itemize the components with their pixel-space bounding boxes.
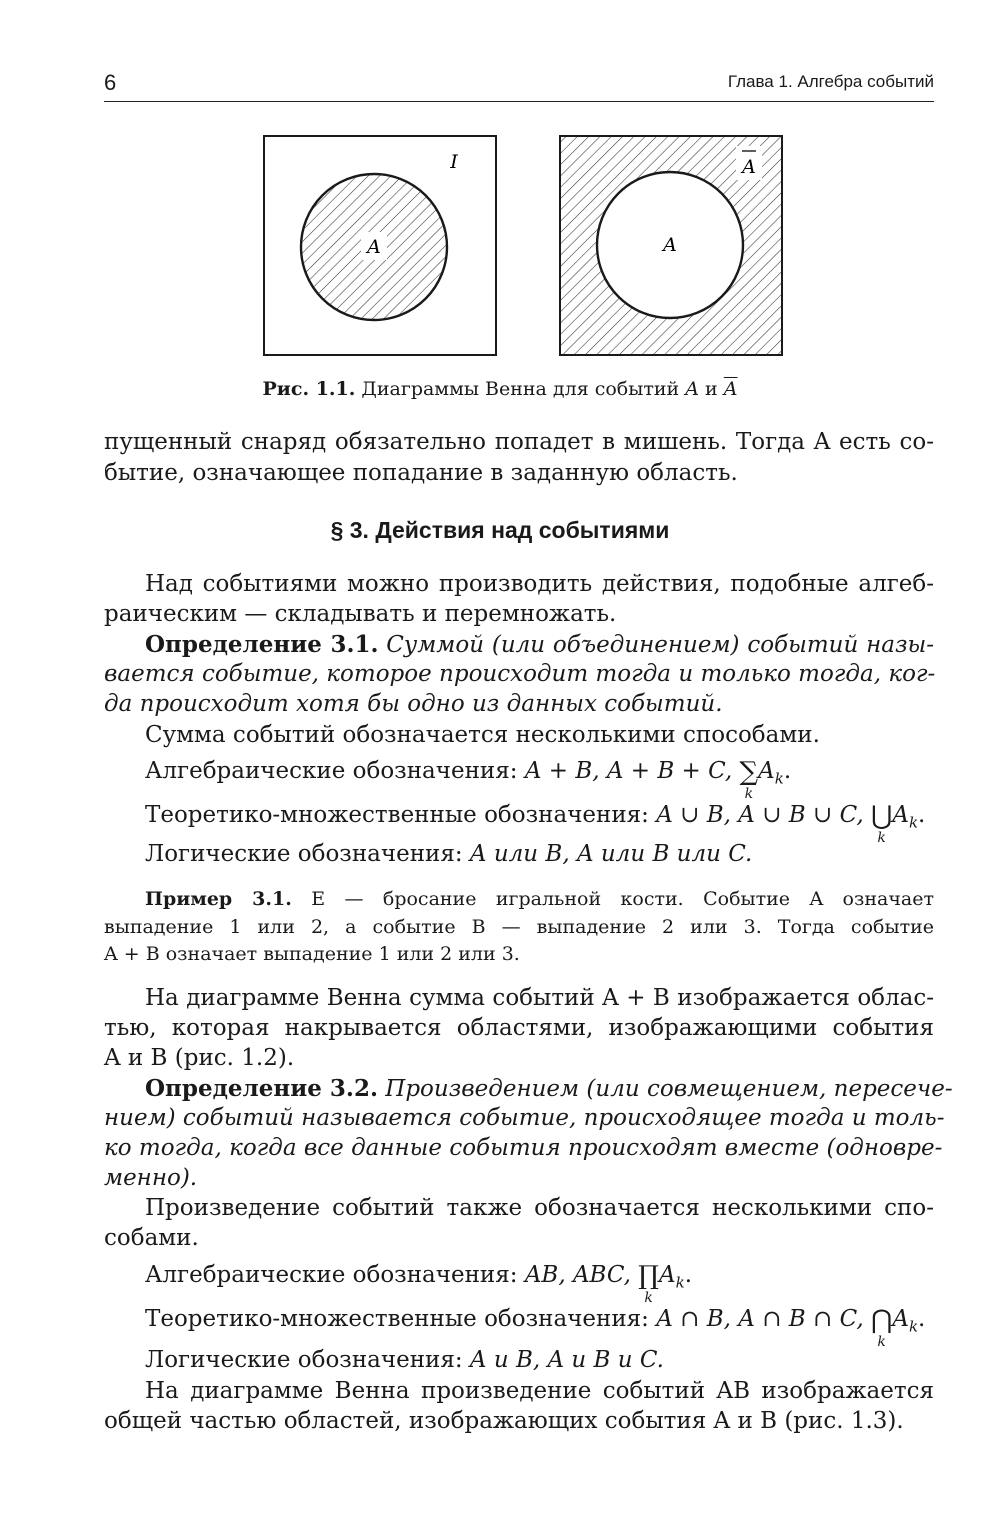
text-line: На диаграмме Венна произведение событий AB изображается xyxy=(145,1378,934,1404)
page-number: 6 xyxy=(104,70,117,95)
formula-label: Теоретико-множественные обозначения: xyxy=(145,802,649,828)
set-a-label: A xyxy=(367,236,381,258)
product-operator: ∏ k xyxy=(638,1261,659,1306)
venn-right xyxy=(560,136,782,355)
definition-line xyxy=(104,690,934,719)
formula-label: Логические обозначения: xyxy=(145,1347,463,1373)
formula-line: Алгебраические обозначения: AB, ABC, ∏ k $A_k$. xyxy=(145,1261,693,1306)
text-line: На диаграмме Венна сумма событий A + B изображается облас- xyxy=(145,985,934,1011)
example-line xyxy=(145,887,934,911)
definition-text: Произведением (или совмещением, пересече- xyxy=(385,1076,953,1102)
example-line: выпадение 1 или 2, а событие B — выпадение 2 или 3. Тогда событие xyxy=(104,916,934,938)
definition-text: менно). xyxy=(104,1165,198,1191)
formula-label: Теоретико-множественные обозначения: xyxy=(145,1306,649,1332)
text-line: Сумма событий обозначается несколькими способами. xyxy=(145,722,820,748)
text-line: бытие, означающее попадание в заданную область. xyxy=(104,460,738,486)
formula-label: Алгебраические обозначения: xyxy=(145,758,518,784)
formula-line xyxy=(145,840,934,869)
formula: AB, ABC, xyxy=(524,1262,631,1288)
example-line: A + B означает выпадение 1 или 2 или 3. xyxy=(104,943,520,965)
definition-line xyxy=(104,1134,943,1163)
example-label: Пример 3.1. xyxy=(145,888,292,910)
definition-line xyxy=(104,1164,934,1193)
caption-text: Диаграммы Венна для событий xyxy=(361,378,680,400)
universe-label: I xyxy=(450,151,458,173)
formula: A ∩ B, A ∩ B ∩ C, xyxy=(656,1306,864,1332)
text-line: пущенный снаряд обязательно попадет в мишень. Тогда A есть со- xyxy=(104,429,934,455)
text-line: тью, которая накрывается областями, изображающими события xyxy=(104,1015,934,1041)
venn-figure xyxy=(250,124,790,374)
formula-line: Алгебраические обозначения: A + B, A + B + C, ∑ k $A_k$. xyxy=(145,757,792,802)
definition-text: вается событие, которое происходит тогда и только тогда, ког- xyxy=(104,661,936,687)
definition-line xyxy=(104,1104,945,1133)
figure-caption xyxy=(0,378,1000,400)
caption-number: Рис. 1.1. xyxy=(262,378,356,400)
venn-left xyxy=(264,136,496,355)
chapter-title: Глава 1. Алгебра событий xyxy=(727,72,934,91)
union-operator: ⋃ k xyxy=(870,801,893,846)
definition-label: Определение 3.1. xyxy=(145,631,379,658)
formula-line: Теоретико-множественные обозначения: A ∩ B, A ∩ B ∩ C, ⋂ k $A_k$. xyxy=(145,1305,926,1350)
header-rule xyxy=(104,101,934,102)
definition-line xyxy=(145,1074,953,1104)
text-line: Произведение событий также обозначается несколькими спо- xyxy=(145,1195,934,1221)
definition-text: ко тогда, когда все данные события происходят вместе (одновре- xyxy=(104,1135,943,1161)
example-text: E — бросание игральной кости. Событие A означает xyxy=(311,888,934,910)
text-line: раическим — складывать и перемножать. xyxy=(104,601,617,627)
caption-a: A xyxy=(685,378,699,400)
definition-text: нием) событий называется событие, происходящее тогда и толь- xyxy=(104,1105,945,1131)
formula-label: Логические обозначения: xyxy=(145,841,463,867)
set-a-label-right: A xyxy=(663,234,677,256)
formula: A + B, A + B + C, xyxy=(524,758,733,784)
formula-label: Алгебраические обозначения: xyxy=(145,1262,518,1288)
formula-line: Теоретико-множественные обозначения: A ∪ B, A ∪ B ∪ C, ⋃ k $A_k$. xyxy=(145,801,926,846)
formula-line xyxy=(145,1346,934,1375)
formula: A или B, A или B или C. xyxy=(469,841,753,867)
intersection-operator: ⋂ k xyxy=(870,1305,893,1350)
definition-label: Определение 3.2. xyxy=(145,1075,378,1102)
sum-operator: ∑ k xyxy=(739,757,759,802)
complement-label: A xyxy=(742,156,756,178)
definition-text: да происходит хотя бы одно из данных событий. xyxy=(104,691,723,717)
definition-line xyxy=(145,630,934,660)
section-title: § 3. Действия над событиями xyxy=(330,517,670,543)
text-line: Над событиями можно производить действия, подобные алгеб- xyxy=(145,571,934,597)
text-line: A и B (рис. 1.2). xyxy=(104,1045,295,1071)
text-line: собами. xyxy=(104,1225,199,1251)
definition-line xyxy=(104,660,934,689)
text-line: общей частью областей, изображающих события A и B (рис. 1.3). xyxy=(104,1408,904,1434)
caption-abar: $\overline{A}$ xyxy=(723,378,738,400)
definition-text: Суммой (или объединением) событий назы- xyxy=(386,632,934,658)
formula: A ∪ B, A ∪ B ∪ C, xyxy=(656,802,864,828)
caption-and: и xyxy=(705,378,718,400)
formula: A и B, A и B и C. xyxy=(469,1347,664,1373)
